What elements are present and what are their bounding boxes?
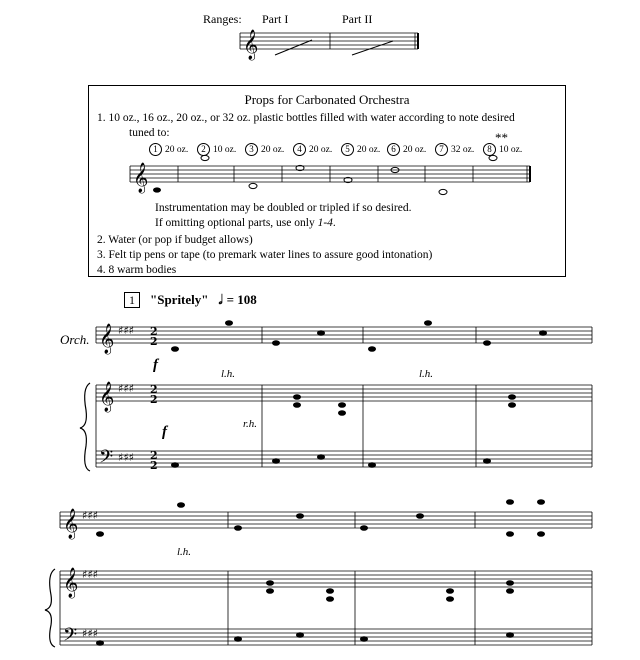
ranges-staff [240,33,418,55]
bottle-8: 8 10 oz. [483,143,522,156]
props-item-1-tuned: tuned to: [129,127,170,139]
lh-marking-3: l.h. [177,546,192,558]
svg-text:𝄞: 𝄞 [99,324,115,354]
svg-text:♯♯♯: ♯♯♯ [82,627,98,640]
props-item-1: 1. 10 oz., 16 oz., 20 oz., or 32 oz. plastic bottles filled with water according to note desired [97,112,515,124]
time-sig-bottom-3: 2 [150,459,158,472]
time-sig-top: 2 [150,325,158,338]
svg-text:♯♯♯: ♯♯♯ [118,382,134,395]
time-sig-top-2: 2 [150,383,158,396]
system-1-staves [96,327,592,467]
bottle-4: 4 20 oz. [293,143,332,156]
time-sig-top-3: 2 [150,449,158,462]
lh-marking-1: l.h. [221,368,236,380]
instrumentation-note: Instrumentation may be doubled or tripled if so desired. [155,202,412,214]
svg-text:♯♯♯: ♯♯♯ [82,509,98,522]
svg-text:♯♯♯: ♯♯♯ [118,451,134,464]
svg-text:𝄞: 𝄞 [99,382,115,412]
rh-marking: r.h. [243,418,258,430]
svg-text:𝄞: 𝄞 [133,163,149,193]
part-2-label: Part II [342,12,373,26]
svg-text:𝄞: 𝄞 [63,568,79,598]
svg-text:♯♯♯: ♯♯♯ [118,324,134,337]
part-1-label: Part I [262,12,289,26]
asterisks: ** [495,130,508,145]
time-sig-bottom: 2 [150,335,158,348]
tempo-value: = 108 [226,292,257,307]
svg-text:𝄞: 𝄞 [63,509,79,539]
props-item-3: 3. Felt tip pens or tape (to premark water lines to assure good intonation) [97,249,433,261]
dynamic-marking-piano: f [162,424,167,440]
bottle-3: 3 20 oz. [245,143,284,156]
svg-text:𝄢: 𝄢 [63,625,78,650]
dynamic-marking: f [153,357,158,373]
bottle-7: 7 32 oz. [435,143,474,156]
orch-label: Orch. [60,332,90,347]
half-note-icon: 𝅗𝅥 [218,292,223,307]
props-item-2: 2. Water (or pop if budget allows) [97,234,253,246]
omit-note: If omitting optional parts, use only 1-4. [155,217,336,229]
rehearsal-mark: 1 [124,292,140,308]
tempo-text: "Spritely" [150,292,209,307]
props-item-4: 4. 8 warm bodies [97,264,177,276]
props-staff [130,166,530,182]
ranges-label: Ranges: [203,12,242,26]
svg-text:♯♯♯: ♯♯♯ [82,568,98,581]
time-sig-bottom-2: 2 [150,393,158,406]
bottle-5: 5 20 oz. [341,143,380,156]
bottle-2: 2 10 oz. [197,143,236,156]
svg-text:𝄞: 𝄞 [243,30,259,60]
lh-marking-2: l.h. [419,368,434,380]
props-title: Props for Carbonated Orchestra [244,92,410,107]
svg-text:𝄢: 𝄢 [99,447,114,472]
bottle-1: 1 20 oz. [149,143,188,156]
bottle-6: 6 20 oz. [387,143,426,156]
